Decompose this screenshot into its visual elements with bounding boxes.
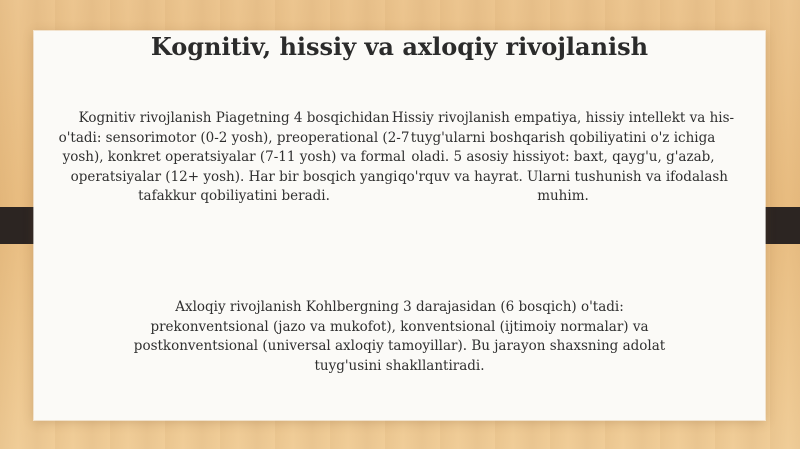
emotional-development-text: Hissiy rivojlanish empatiya, hissiy intellekt va his-tuyg'ularni boshqarish qobiliyatini o'z ichiga oladi. 5 asosiy hissiyot: baxt, qayg'u, g'azab, qo'rquv va hayrat. Ularni tushunish va ifodalash muhim. — [391, 110, 735, 204]
slide-title: Kognitiv, hissiy va axloqiy rivojlanish — [150, 32, 649, 61]
slide-card — [34, 31, 765, 420]
cognitive-development-text: Kognitiv rivojlanish Piagetning 4 bosqichidan o'tadi: sensorimotor (0-2 yosh), preoperational (2-7 yosh), konkret operatsiyalar (7-11 yosh) va formal operatsiyalar (12+ yosh). Har bir bosqich yangi tafakkur qobiliyatini beradi. — [58, 110, 410, 204]
moral-development-text: Axloqiy rivojlanish Kohlbergning 3 darajasidan (6 bosqich) o'tadi: prekonventsional (jazo va mukofot), konventsional (ijtimoiy normalar) va postkonventsional (universal axloqiy tamoyillar). Bu jarayon shaxsning adolat tuyg'usini shakllantiradi. — [133, 299, 666, 374]
